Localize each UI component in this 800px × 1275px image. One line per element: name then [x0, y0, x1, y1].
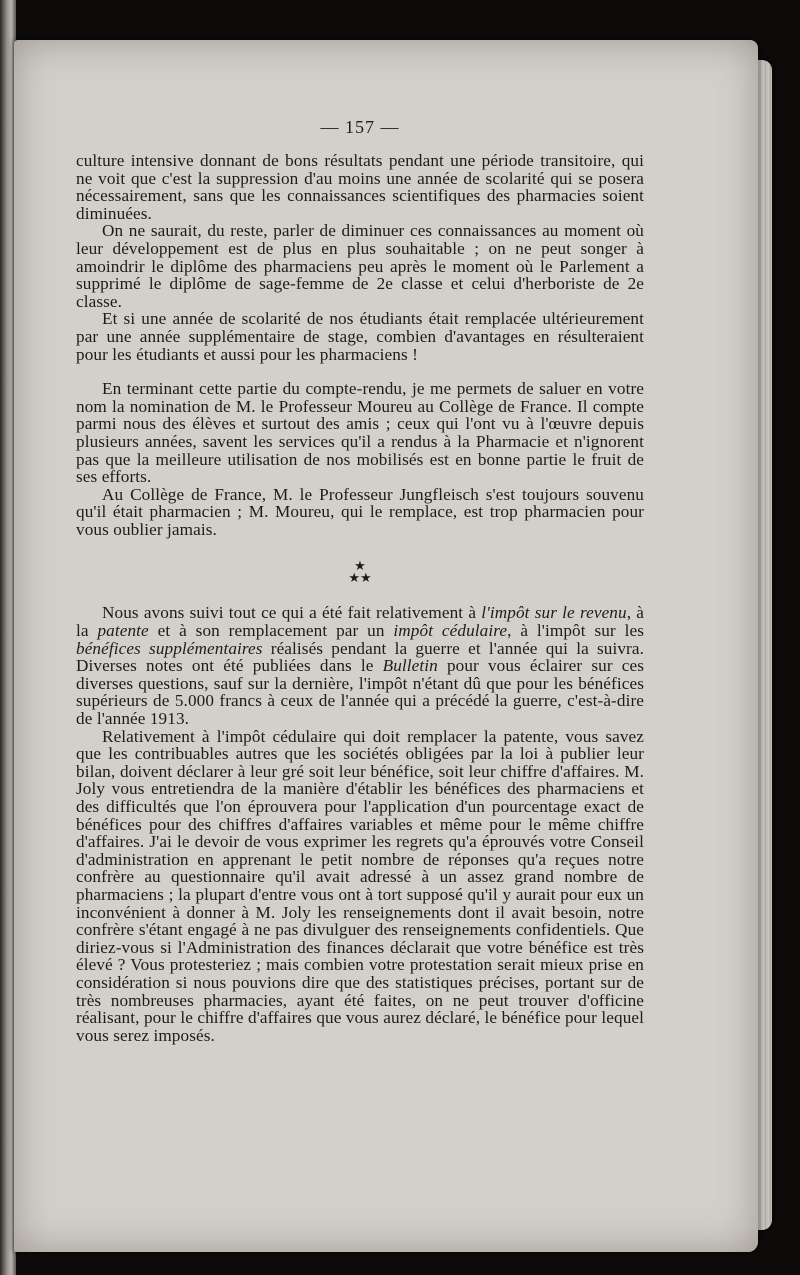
section-gap — [76, 363, 644, 380]
asterism-bottom-stars: ★★ — [348, 570, 372, 586]
text-run: et à son remplacement par un — [148, 621, 394, 641]
paragraph: En terminant cette partie du compte-rendu, je me permets de saluer en votre nom la nomination de M. le Professeur Moureu au Collège de France. Il compte parmi nous des élèves et surtout des amis ; ceux qui l'ont vu à l'œuvre depuis plusieurs années, savent les services qu'il a rendus à la Pharmacie et n'ignorent pas que la meilleure utilisation de nos mobilisés est en bonne partie le fruit de ses efforts. — [76, 379, 644, 487]
asterism-top-star: ★ — [354, 558, 366, 574]
italic-term: bénéfices supplémentaires — [76, 638, 263, 658]
italic-term: l'impôt sur le revenu — [481, 603, 627, 623]
text-run: , à la — [76, 603, 645, 641]
paragraph-tax — [76, 604, 644, 727]
page-text — [76, 116, 644, 1044]
paragraph: Au Collège de France, M. le Professeur Jungfleisch s'est toujours souvenu qu'il était pharmacien ; M. Moureu, qui le remplace, est trop pharmacien pour vous oublier jamais. — [76, 484, 644, 539]
paragraph: culture intensive donnant de bons résultats pendant une période transitoire, qui ne voit que c'est la suppression d'au moins une année de scolarité qui se posera nécessairement, sans que les connaissances scientifiques des pharmacies soient diminuées. — [76, 151, 644, 223]
paragraph: Relativement à l'impôt cédulaire qui doit remplacer la patente, vous savez que les contribuables autres que les sociétés obligées par la loi à publier leur bilan, doivent déclarer à leur gré soit leur bénéfice, soit leur chiffre d'affaires. M. Joly vous entretiendra de la manière d'établir les bénéfices des pharmaciens et des difficultés que l'on éprouvera pour l'application d'un pourcentage exact de bénéfices pour des chiffres d'affaires variables et même pour le même chiffre d'affaires. J'ai le devoir de vous exprimer les regrets qu'a éprouvés votre Conseil d'administration en apprenant le petit nombre de réponses qu'a reçues notre confrère au questionnaire qu'il avait adressé à un assez grand nombre de pharmaciens ; la plupart d'entre vous ont à tort supposé qu'il y aurait pour eux un inconvénient à donner à M. Joly les renseignements dont il avait besoin, notre confrère s'étant engagé à ne pas divulguer des renseignements confidentiels. Que diriez-vous si l'Administration des finances déclarait que votre bénéfice est très élevé ? Vous protesteriez ; mais combien votre protestation serait mieux prise en considération si nous pouvions dire que des statistiques précises, portant sur de très nombreuses pharmacies, ayant été faites, on ne peut trouver d'officine réalisant, pour le chiffre d'affaires que vous aurez déclaré, le bénéfice pour lequel vous serez imposés. — [76, 726, 644, 1045]
paragraph: On ne saurait, du reste, parler de diminuer ces connaissances au moment où leur développement est de plus en plus souhaitable ; on ne peut songer à amoindrir le diplôme des pharmaciens peu après le moment où le Parlement a supprimé le diplôme de sage-femme de 2e classe et celui d'herboriste de 2e classe. — [76, 221, 644, 311]
italic-term: patente — [97, 621, 149, 641]
text-run: Nous avons suivi tout ce qui a été fait relativement à — [102, 603, 482, 623]
text-run: , à l'impôt sur les — [507, 621, 645, 641]
paragraph: Et si une année de scolarité de nos étudiants était remplacée ultérieurement par une année supplémentaire de stage, combien d'avantages en résulteraient pour les étudiants et aussi pour les pharmaciens ! — [76, 309, 644, 364]
italic-term: impôt cédulaire — [393, 621, 508, 641]
asterism-separator — [76, 560, 644, 584]
text-run: pour vous éclairer sur ces diverses questions, sauf sur la dernière, l'impôt n'étant dû que pour les bénéfices supérieurs de 5.000 francs à ceux de l'année qui a précédé la guerre, c'est-à-dire de l'année 1913. — [76, 656, 644, 729]
page-number: — 157 — — [320, 117, 400, 137]
text-run: réalisés pendant la guerre et l'année qui la suivra. Diverses notes ont été publiées dans le — [76, 638, 644, 676]
italic-term: Bulletin — [382, 656, 438, 676]
